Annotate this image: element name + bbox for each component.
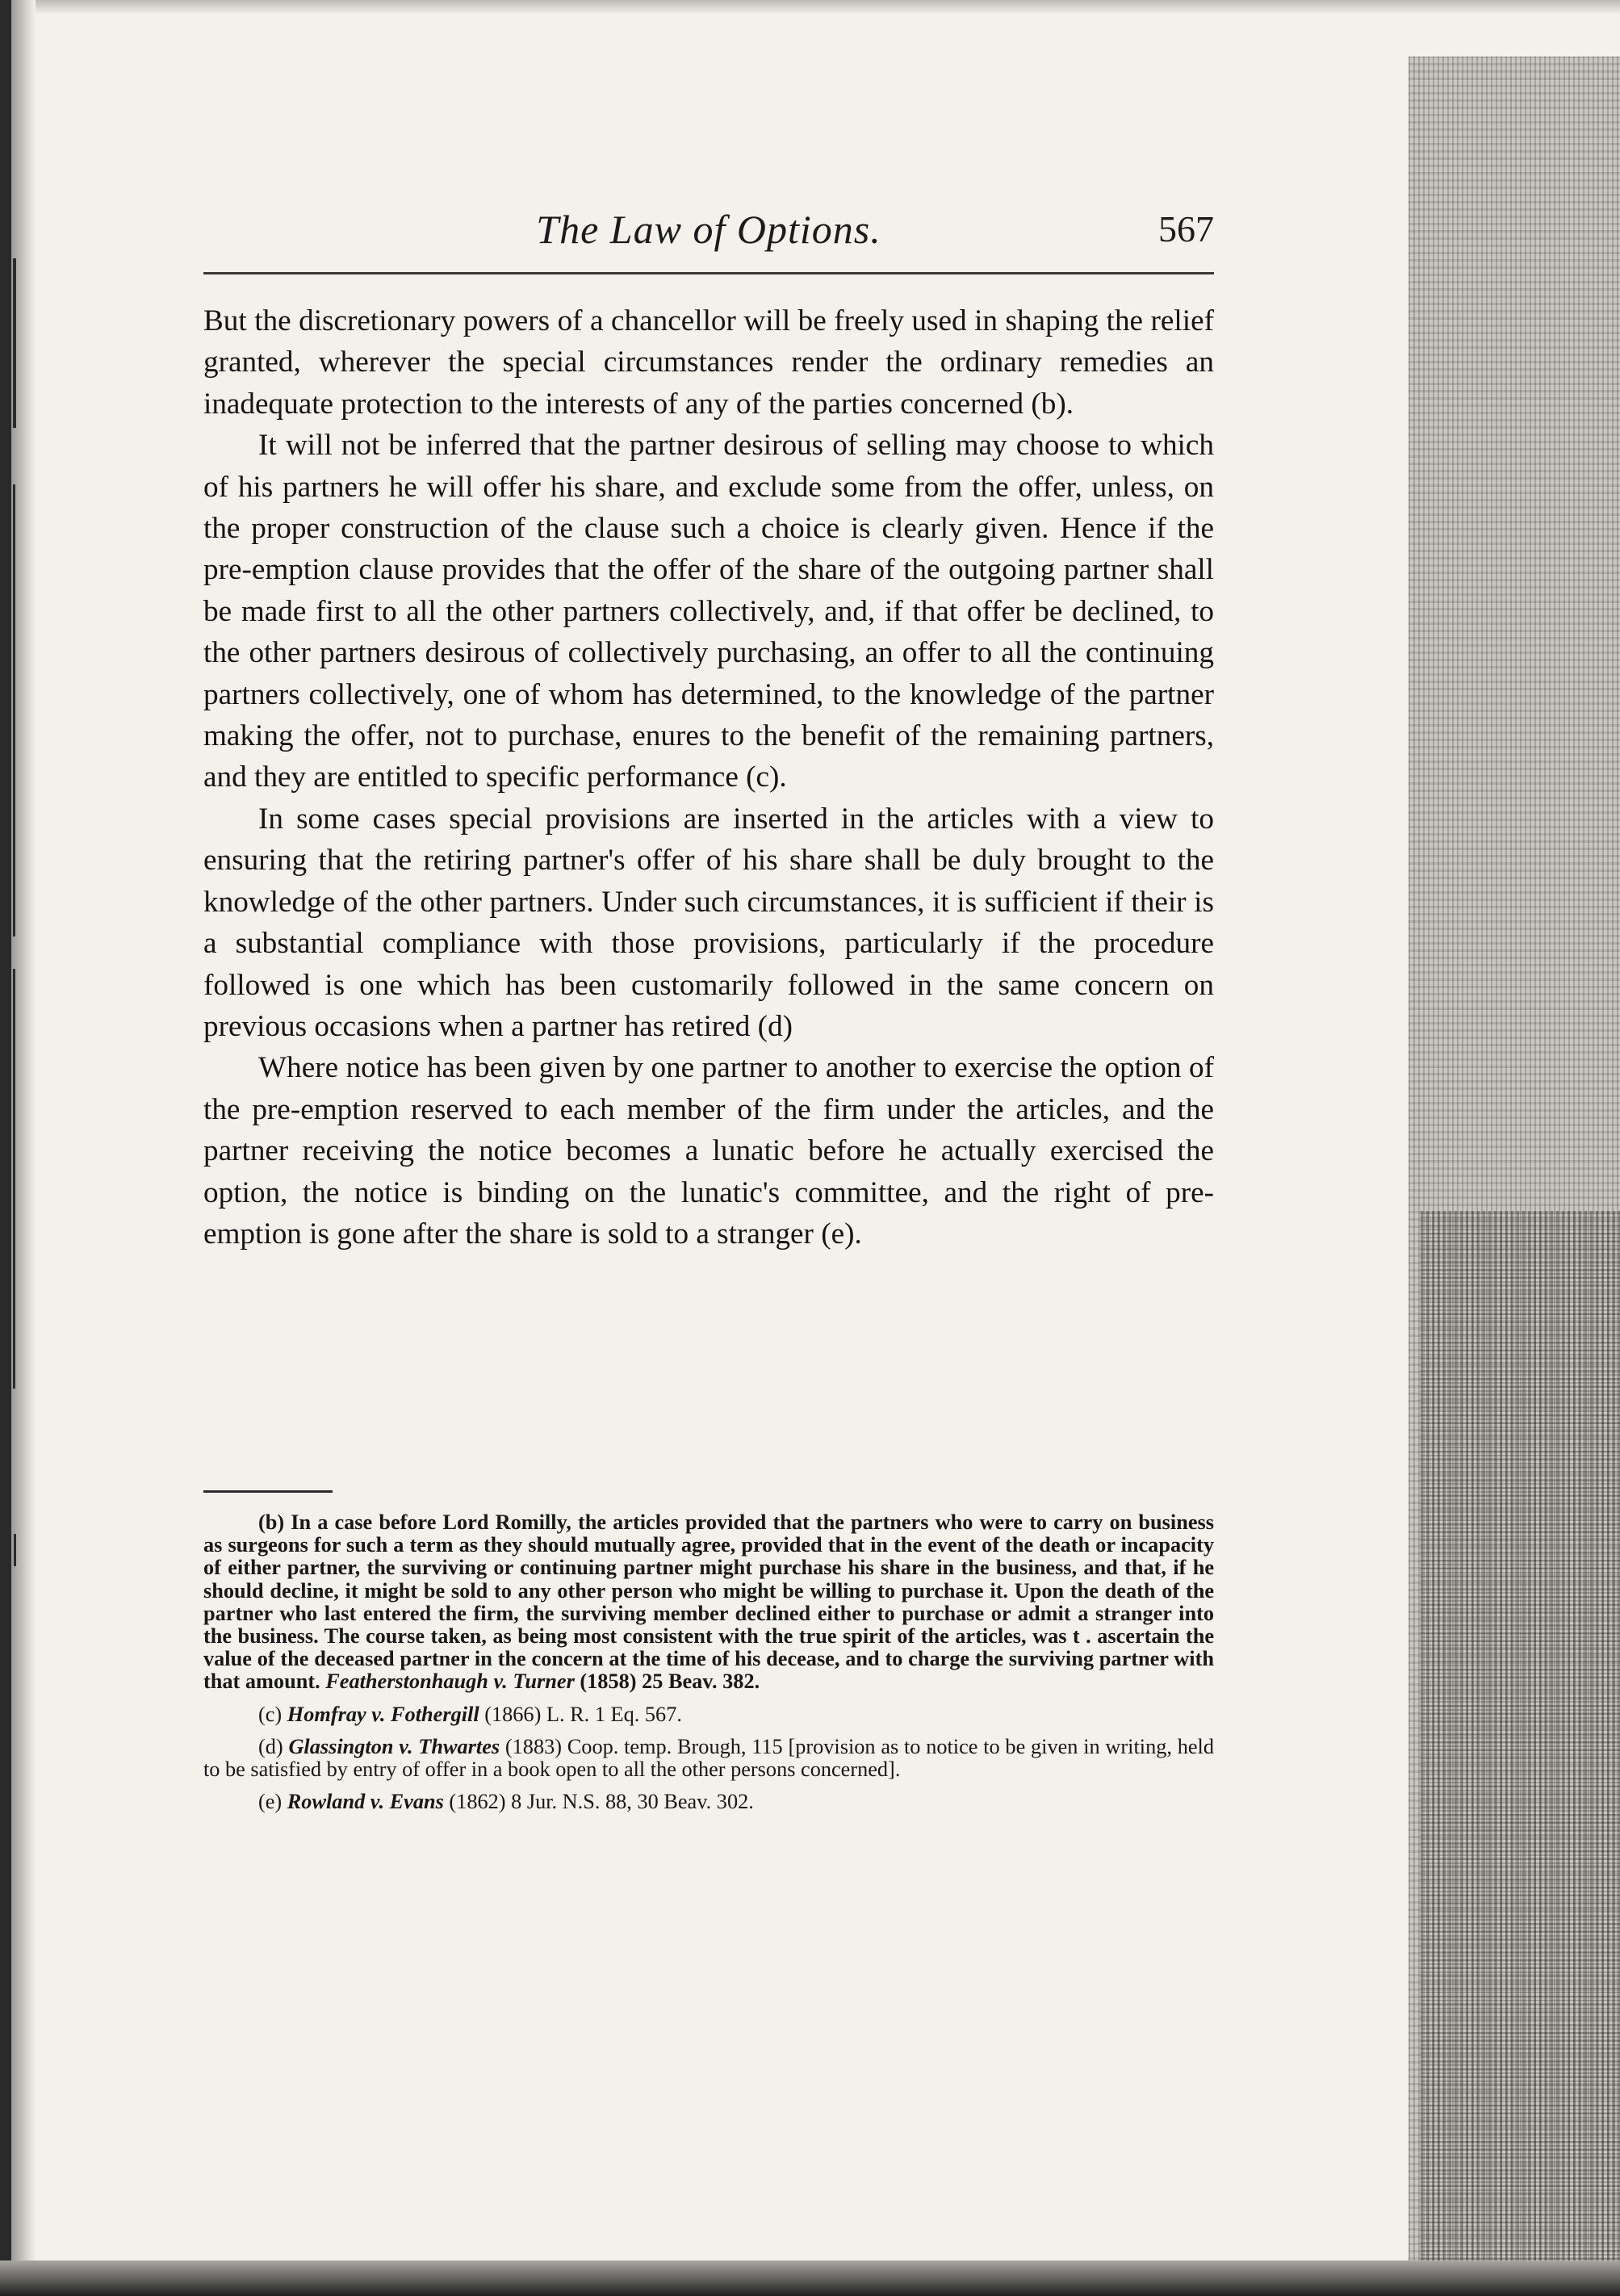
page-header: [203, 206, 1214, 279]
case-name: Homfray v. Fothergill: [287, 1702, 479, 1726]
running-title: The Law of Options.: [536, 207, 881, 252]
left-binding-edge: [0, 0, 11, 2296]
footnote-d: [203, 1736, 1214, 1781]
margin-artifact: [13, 484, 15, 936]
footnote-rule: [203, 1490, 333, 1493]
footnote-label: (d): [258, 1734, 289, 1758]
top-scan-edge: [0, 0, 1620, 15]
paragraph: In some cases special provisions are inserted in the articles with a view to ensuring that the retiring partner's offer of his share shall be duly brought to the knowledge of the other partners. Under such circumstances, it is sufficient if their is a substantial compliance with those provisions, particularly if the procedure followed is one which has been customarily followed in the same concern on previous occasions when a partner has retired (d): [203, 802, 1214, 1043]
case-name: Featherstonhaugh v. Turner: [325, 1670, 575, 1694]
footnote-e: [203, 1791, 1214, 1813]
footnote-label: (c): [258, 1702, 287, 1726]
citation: (1883) Coop. temp. Brough, 115 [provision as to notice to be given in writing, held to be satisfied by entry of offer in a book open to all the other persons concerned].: [203, 1734, 1214, 1782]
paragraph: But the discretionary powers of a chancellor will be freely used in shaping the relief granted, wherever the special circumstances render the ordinary remedies an inadequate protection to the interests of any of the parties concerned (b).: [203, 304, 1214, 421]
margin-artifact: [14, 1534, 16, 1566]
paragraph: Where notice has been given by one partner to another to exercise the option of the pre-emption reserved to each member of the firm under the articles, and the partner receiving the notice becomes a lunatic before he actually exercised the option, the notice is binding on the lunatic's committee, and the right of pre-emption is gone after the share is sold to a stranger (e).: [203, 1051, 1214, 1251]
footnote-label: (e): [258, 1790, 287, 1814]
footnotes: [203, 1511, 1214, 1823]
bottom-scan-edge: [0, 2260, 1620, 2296]
margin-artifact: [13, 258, 16, 428]
citation: (1862) 8 Jur. N.S. 88, 30 Beav. 302.: [443, 1790, 754, 1814]
citation: (1858) 25 Beav. 382.: [574, 1670, 760, 1694]
footnote-b: [203, 1511, 1214, 1694]
case-name: Glassington v. Thwartes: [288, 1734, 500, 1758]
citation: (1866) L. R. 1 Eq. 567.: [479, 1702, 682, 1726]
margin-artifact: [13, 969, 15, 1389]
footnote-c: [203, 1703, 1214, 1726]
paragraph: It will not be inferred that the partner desirous of selling may choose to which of his partners he will offer his share, and exclude some from the offer, unless, on the proper construction of the clause such a choice is clearly given. Hence if the pre-emption clause provides that the offer of the share of the outgoing partner shall be made first to all the other partners collectively, and, if that offer be declined, to the other partners desirous of collectively purchasing, an offer to all the continuing partners collectively, one of whom has determined, to the knowledge of the partner making the offer, not to purchase, enures to the benefit of the remaining partners, and they are entitled to specific performance (c).: [203, 429, 1214, 794]
right-edge-noise-dark: [1421, 1211, 1620, 2296]
page-number: 567: [1158, 208, 1214, 249]
body-text: [203, 300, 1214, 1255]
footnote-text: (b) In a case before Lord Romilly, the articles provided that the partners who were to carry on business as surgeons for such a term as they should mutually agree, provided that in the event of the death or incapacity of either partner, the surviving or continuing partner might purchase his share in the business, and that, if he should decline, it might be sold to any other person who might be willing to purchase it. Upon the death of the partner who last entered the firm, the surviving member declined either to purchase or admit a stranger into the business. The course taken, as being most consistent with the true spirit of the articles, was t . ascertain the value of the deceased partner in the concern at the time of his decease, and to charge the surviving partner with that amount.: [203, 1510, 1214, 1694]
case-name: Rowland v. Evans: [287, 1790, 444, 1814]
header-rule: [203, 272, 1214, 274]
